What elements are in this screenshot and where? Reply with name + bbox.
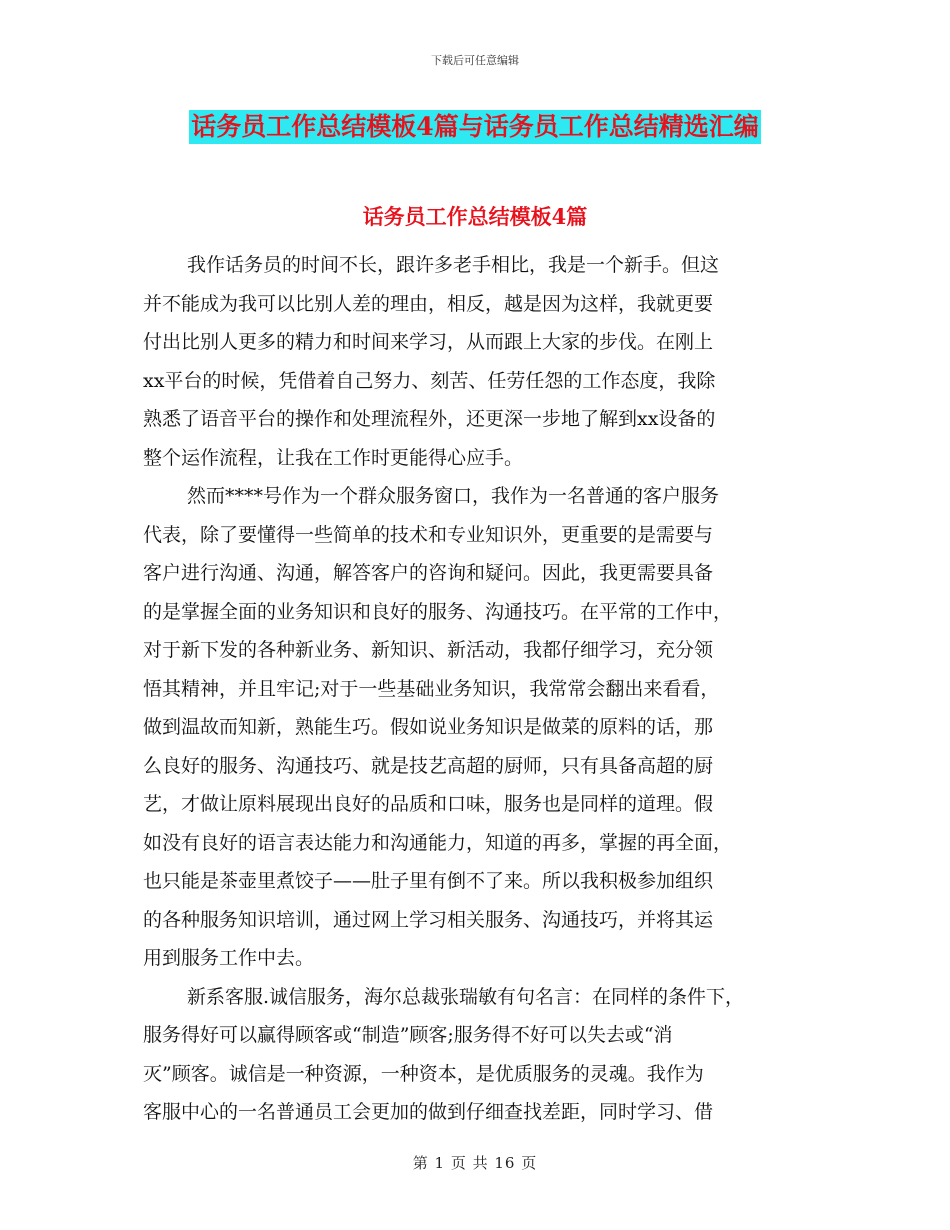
text-line: 我作话务员的时间不长，跟许多老手相比，我是一个新手。但这 bbox=[187, 254, 720, 276]
page-footer: 第 1 页 共 16 页 bbox=[412, 1154, 538, 1172]
header-note: 下载后可任意编辑 bbox=[431, 54, 519, 67]
text-line: 用到服务工作中去。 bbox=[143, 947, 315, 969]
text-line: 做到温故而知新，熟能生巧。假如说业务知识是做菜的原料的话，那 bbox=[143, 716, 714, 738]
text-line: 的各种服务知识培训，通过网上学习相关服务、沟通技巧，并将其运 bbox=[143, 908, 714, 931]
text-line: 服务得好可以赢得顾客或“制造”顾客;服务得不好可以失去或“消 bbox=[143, 1024, 673, 1046]
text-line: 然而****号作为一个群众服务窗口，我作为一名普通的客户服务 bbox=[187, 485, 720, 507]
text-line: 代表，除了要懂得一些简单的技术和专业知识外，更重要的是需要与 bbox=[143, 523, 714, 546]
text-line: 整个运作流程，让我在工作时更能得心应手。 bbox=[143, 446, 524, 469]
text-line: 对于新下发的各种新业务、新知识、新活动，我都仔细学习，充分领 bbox=[143, 639, 714, 661]
text-line: xx平台的时候，凭借着自己努力、刻苦、任劳任怨的工作态度，我除 bbox=[143, 369, 716, 392]
text-line: 如没有良好的语言表达能力和沟通能力，知道的再多，掌握的再全面， bbox=[143, 831, 733, 854]
document-title-text: 话务员工作总结模板4篇与话务员工作总结精选汇编 bbox=[189, 110, 760, 144]
text-line: 新系客服.诚信服务，海尔总裁张瑞敏有句名言：在同样的条件下， bbox=[187, 985, 745, 1008]
text-line: 么良好的服务、沟通技巧、就是技艺高超的厨师，只有具备高超的厨 bbox=[143, 754, 714, 777]
text-line: 艺，才做让原料展现出良好的品质和口味，服务也是同样的道理。假 bbox=[143, 793, 714, 815]
body-text bbox=[143, 246, 813, 1132]
text-line: 熟悉了语音平台的操作和处理流程外，还更深一步地了解到xx设备的 bbox=[143, 408, 716, 430]
text-line: 也只能是茶壶里煮饺子——肚子里有倒不了来。所以我积极参加组织 bbox=[143, 870, 714, 892]
text-line: 的是掌握全面的业务知识和良好的服务、沟通技巧。在平常的工作中， bbox=[143, 600, 733, 623]
text-line: 并不能成为我可以比别人差的理由，相反，越是因为这样，我就更要 bbox=[143, 292, 714, 315]
document-title bbox=[0, 110, 950, 146]
text-line: 客户进行沟通、沟通，解答客户的咨询和疑问。因此，我更需要具备 bbox=[143, 562, 714, 584]
text-line: 灭”顾客。诚信是一种资源，一种资本，是优质服务的灵魂。我作为 bbox=[143, 1062, 704, 1085]
text-line: 悟其精神，并且牢记;对于一些基础业务知识，我常常会翻出来看看， bbox=[143, 677, 720, 700]
section-title: 话务员工作总结模板4篇 bbox=[362, 204, 588, 229]
text-line: 客服中心的一名普通员工会更加的做到仔细查找差距，同时学习、借 bbox=[143, 1101, 714, 1123]
text-line: 付出比别人更多的精力和时间来学习，从而跟上大家的步伐。在刚上 bbox=[143, 331, 714, 353]
